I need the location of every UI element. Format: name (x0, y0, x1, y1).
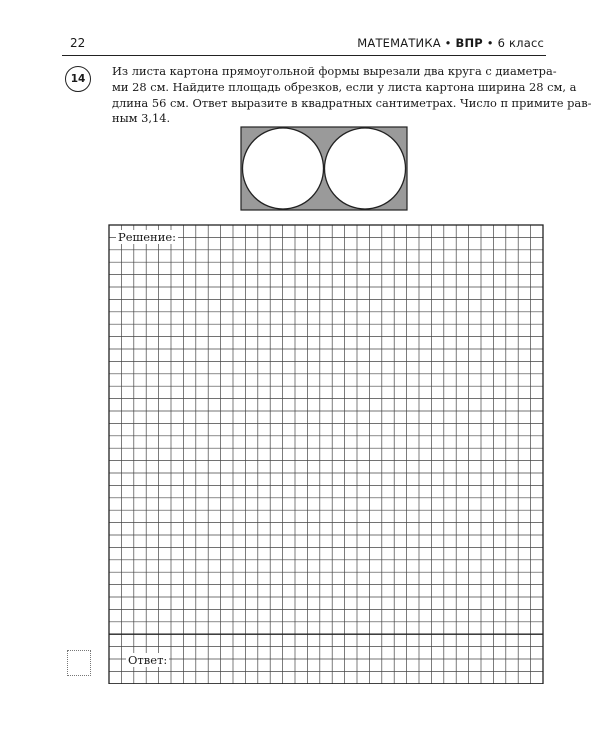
task-line: ным 3,14. (112, 111, 171, 126)
running-title (357, 36, 544, 50)
exam-name: ВПР (455, 36, 483, 50)
page-header (62, 34, 544, 54)
task-line: Из листа картона прямоугольной формы вырезали два круга с диаметра- (112, 64, 557, 78)
title-bullet-2: • (486, 36, 494, 50)
grade-label: 6 класс (497, 36, 544, 50)
cardboard-figure (240, 126, 410, 212)
solution-label: Решение: (118, 230, 177, 244)
solution-grid (108, 224, 546, 684)
task-statement (112, 64, 592, 127)
cut-circle (243, 128, 324, 209)
title-bullet: • (444, 36, 452, 50)
grid-border (109, 225, 543, 684)
task-number: 14 (70, 73, 86, 85)
cut-circle (325, 128, 406, 209)
subject-name: МАТЕМАТИКА (357, 36, 441, 50)
score-box (67, 650, 91, 676)
header-rule (62, 55, 546, 56)
answer-label: Ответ: (128, 653, 168, 667)
task-line: длина 56 см. Ответ выразите в квадратных сантиметрах. Число π примите рав- (112, 95, 592, 110)
page-number: 22 (70, 36, 86, 50)
task-number-circle (65, 66, 91, 92)
task-line: ми 28 см. Найдите площадь обрезков, если у листа картона ширина 28 см, а (112, 79, 577, 94)
